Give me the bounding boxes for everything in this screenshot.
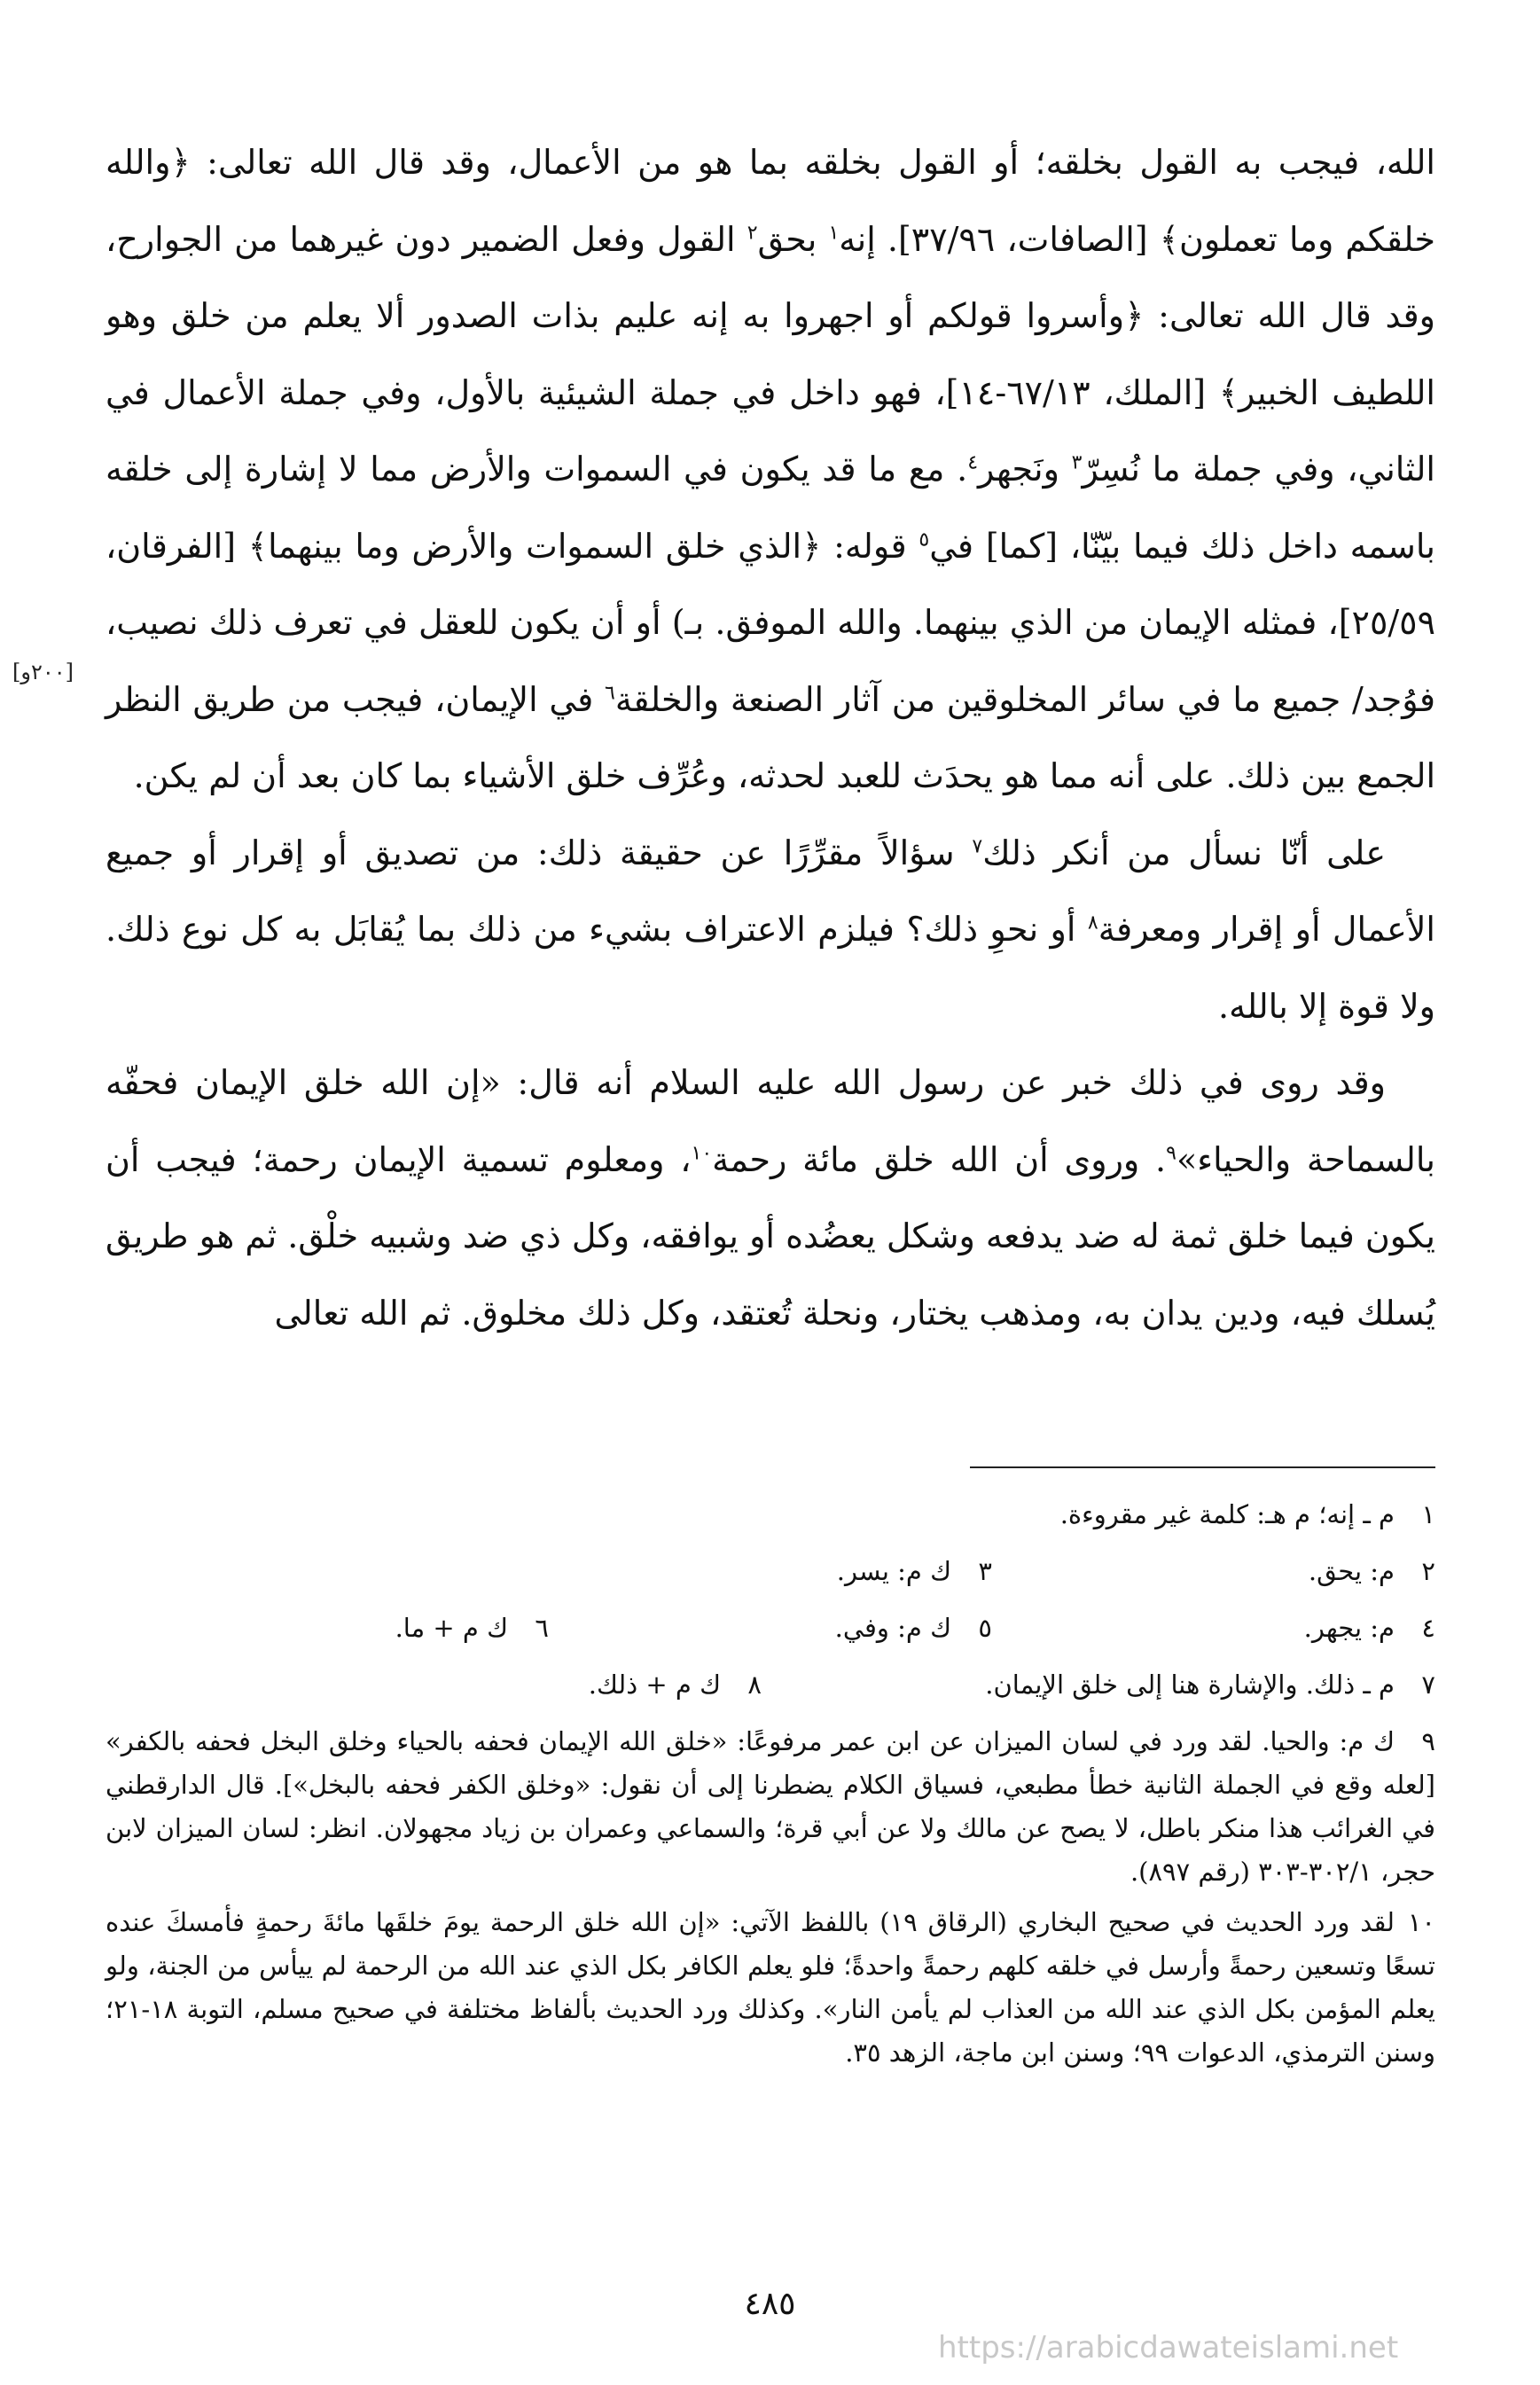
footnote-ref-2[interactable]: ٢	[747, 221, 758, 244]
page-number: ٤٨٥	[744, 2286, 796, 2322]
footnote-3: ٣ك م: يسر.	[836, 1555, 992, 1586]
footnote-5: ٥ك م: وفي.	[834, 1612, 992, 1643]
footnote-row	[106, 1543, 1435, 1599]
footnote-10: ١٠لقد ورد الحديث في صحيح البخاري (الرقاق ١٩) باللفظ الآتي: «إن الله خلق الرحمة يومَ خلقَها مائةَ رحمةٍ فأمسكَ عنده تسعًا وتسعين رحمةً وأرسل في خلقه كلهم رحمةً واحدةً؛ فلو يعلم الكافر بكل الذي عند الله من الرحمة لم ييأس من الجنة، ولو يعلم المؤمن بكل الذي عند الله من العذاب لم يأمن النار». وكذلك ورد الحديث بألفاظ مختلفة في صحيح مسلم، التوبة ١٨-٢١؛ وسنن الترمذي، الدعوات ٩٩؛ وسنن ابن ماجة، الزهد ٣٥.	[106, 1907, 1435, 2068]
footnote-ref-3[interactable]: ٣	[1071, 451, 1083, 474]
footnote-6: ٦ك م + ما.	[395, 1612, 549, 1643]
footnote-ref-1[interactable]: ١	[828, 221, 840, 244]
main-text	[106, 124, 1435, 1351]
paragraph-1: الله، فيجب به القول بخلقه؛ أو القول بخلقه بما هو من الأعمال، وقد قال الله تعالى: ﴿والله خلقكم وما تعملون﴾ [الصافات، ٣٧/٩٦]. إنه$^١$ بحق$^٢$ القول وفعل الضمير دون غيرهما من الجوارح، وقد قال الله تعالى: ﴿وأسروا قولكم أو اجهروا به إنه عليم بذات الصدور ألا يعلم من خلق وهو اللطيف الخبير﴾ [الملك، ٦٧/١٣-١٤]، فهو داخل في جملة الشيئية بالأول، وفي جملة الأعمال في الثاني، وفي جملة ما نُسِرّ$^٣$ ونَجهر$^٤$. مع ما قد يكون في السموات والأرض مما لا إشارة إلى خلقه باسمه داخل ذلك فيما بيّنّا، [كما] في$^٥$ قوله: ﴿الذي خلق السموات والأرض وما بينهما﴾ [الفرقان، ٢٥/٥٩]، فمثله الإيمان من الذي بينهما. والله الموفق. بـ) أو أن يكون للعقل في تعرف ذلك نصيب، فوُجد/ جميع ما في سائر المخلوقين من آثار الصنعة والخلقة$^٦$ في الإيمان، فيجب من طريق النظر الجمع بين ذلك. على أنه مما هو يحدَث للعبد لحدثه، وعُرِّف خلق الأشياء بما كان بعد أن لم يكن.	[106, 143, 1436, 795]
footnote-ref-9[interactable]: ٩	[1166, 1141, 1176, 1164]
footnote-ref-6[interactable]: ٦	[605, 681, 615, 704]
manuscript-folio-marker: [٢٠٠و]	[12, 660, 74, 684]
footnote-row	[106, 1599, 1435, 1656]
footnote-ref-5[interactable]: ٥	[919, 528, 930, 551]
footnote-7: ٧م ـ ذلك. والإشارة هنا إلى خلق الإيمان.	[985, 1669, 1435, 1700]
footnote-4: ٤م: يجهر.	[1303, 1612, 1435, 1643]
footnote-9: ٩ك م: والحيا. لقد ورد في لسان الميزان عن ابن عمر مرفوعًا: «خلق الله الإيمان فحفه بالحياء وخلق البخل فحفه بالكفر» [لعله وقع في الجملة الثانية خطأ مطبعي، فسياق الكلام يضطرنا إلى أن نقول: «وخلق الكفر فحفه بالبخل»]. قال الدارقطني في الغرائب هذا منكر باطل، لا يصح عن مالك ولا عن أبي قرة؛ والسماعي وعمران بن زياد مجهولان. انظر: لسان الميزان لابن حجر، ٣٠٢/١-٣٠٣ (رقم ٨٩٧).	[106, 1726, 1435, 1887]
footnote-ref-10[interactable]: ١٠	[691, 1141, 713, 1164]
footnotes	[106, 1486, 1435, 2075]
footnote-ref-7[interactable]: ٧	[972, 834, 983, 857]
footnote-divider	[970, 1466, 1435, 1468]
footnote-row	[106, 1656, 1435, 1713]
footnote-ref-4[interactable]: ٤	[967, 451, 979, 474]
footnote-row	[106, 1486, 1435, 1543]
footnote-ref-8[interactable]: ٨	[1087, 911, 1098, 934]
paragraph-2: على أنّا نسأل من أنكر ذلك$^٧$ سؤالاً مقرِّرًا عن حقيقة ذلك: من تصديق أو إقرار أو جميع الأعمال أو إقرار ومعرفة$^٨$ أو نحوِ ذلك؟ فيلزم الاعتراف بشيء من ذلك بما يُقابَل به كل نوع ذلك. ولا قوة إلا بالله.	[106, 833, 1435, 1026]
footnote-8: ٨ك م + ذلك.	[588, 1669, 762, 1700]
footnote-2: ٢م: يحق.	[1308, 1555, 1435, 1586]
paragraph-3: وقد روى في ذلك خبر عن رسول الله عليه السلام أنه قال: «إن الله خلق الإيمان فحفّه بالسماحة والحياء»$^٩$. وروى أن الله خلق مائة رحمة$^{١٠}$، ومعلوم تسمية الإيمان رحمة؛ فيجب أن يكون فيما خلق ثمة له ضد يدفعه وشكل يعضُده أو يوافقه، وكل ذي ضد وشبيه خلْق. ثم هو طريق يُسلك فيه، ودين يدان به، ومذهب يختار، ونحلة تُعتقد، وكل ذلك مخلوق. ثم الله تعالى	[106, 1063, 1435, 1333]
watermark-url: https://arabicdawateislami.net	[938, 2330, 1399, 2365]
footnote-1: ١م ـ إنه؛ م هـ: كلمة غير مقروءة.	[1059, 1498, 1435, 1529]
